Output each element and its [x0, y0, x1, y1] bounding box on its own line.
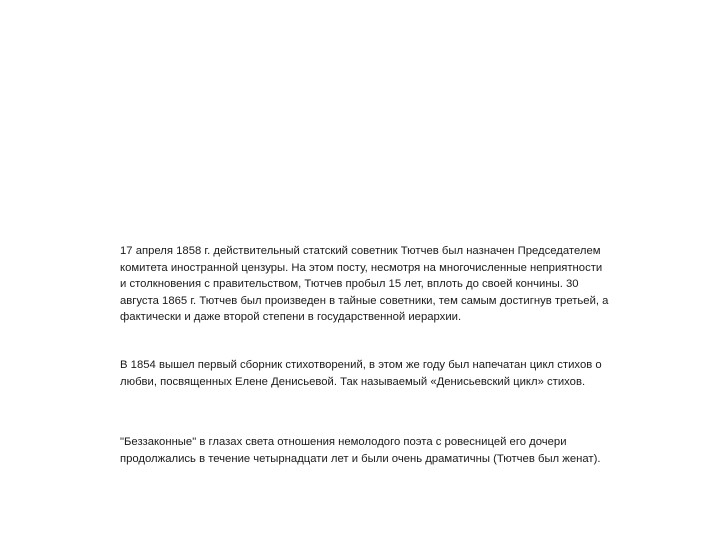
paragraph-censorship-committee: 17 апреля 1858 г. действительный статский советник Тютчев был назначен Председателем комитета иностранной цензуры. На этом посту, несмотря на многочисленные неприятности и столкновения с правительством, Тютчев пробыл 15 лет, вплоть до своей кончины. 30 августа 1865 г. Тютчев был произведен в тайные советники, тем самым достигнув третьей, а фактически и даже второй степени в государственной иерархии. [120, 245, 609, 323]
paragraph-first-collection: В 1854 вышел первый сборник стихотворений, в этом же году был напечатан цикл стихов о любви, посвященных Елене Денисьевой. Так называемый «Денисьевский цикл» стихов. [120, 359, 602, 388]
paragraph-denisyeva-relationship: "Беззаконные" в глазах света отношения немолодого поэта с ровесницей его дочери продолжались в течение четырнадцати лет и были очень драматичны (Тютчев был женат). [120, 436, 601, 465]
